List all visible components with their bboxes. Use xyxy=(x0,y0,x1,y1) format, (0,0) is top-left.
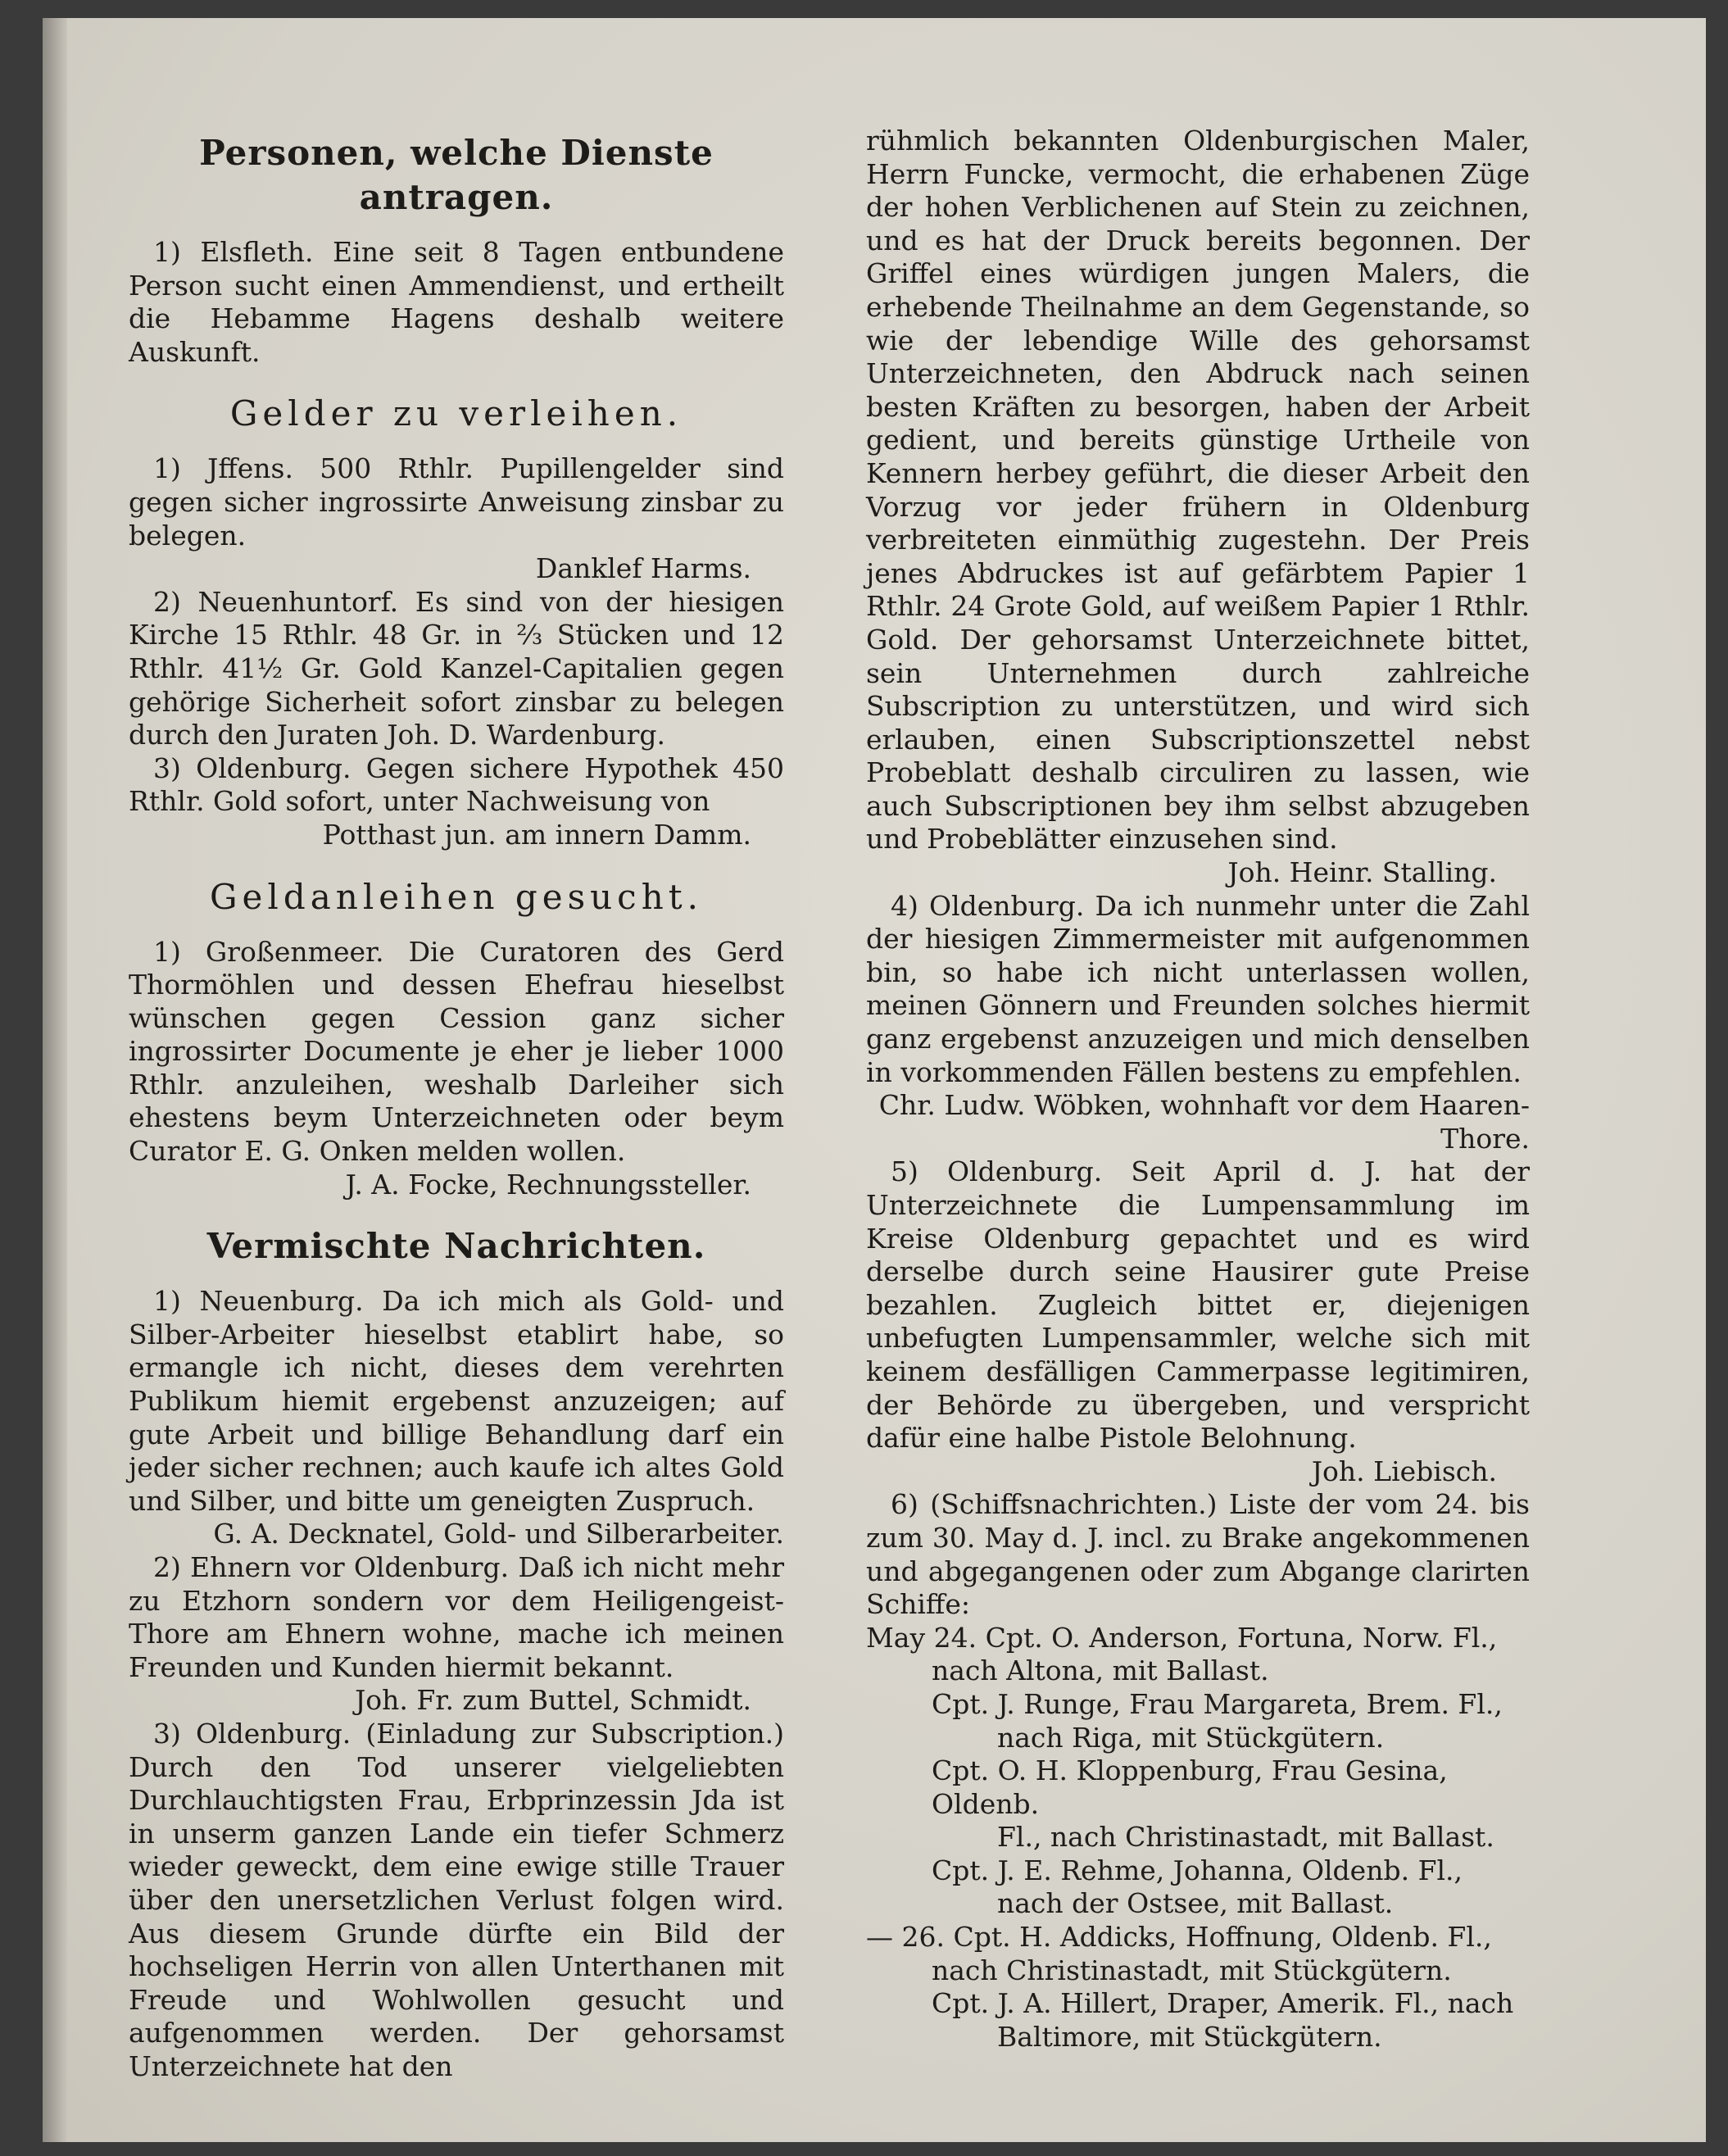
notice-grossenmeer: 1) Großenmeer. Die Curatoren des Gerd Thormöhlen und dessen Ehefrau hieselbst wünschen gegen Cession ganz sicher ingrossirter Documente je eher je lieber 1000 Rthlr. anzuleihen, weshalb Darleiher sich ehestens beym Unterzeichneten oder beym Curator E. G. Onken melden wollen. xyxy=(129,935,784,1168)
ship-entry-destination: Fl., nach Christinastadt, mit Ballast. xyxy=(997,1821,1494,1854)
ship-entry-destination: nach Riga, mit Stückgütern. xyxy=(997,1721,1385,1754)
ship-entry-line: Cpt. J. E. Rehme, Johanna, Oldenb. Fl., xyxy=(932,1854,1463,1886)
ship-entry xyxy=(866,1854,1530,1921)
notice-neuenburg: 1) Neuenburg. Da ich mich als Gold- und Silber-Arbeiter hieselbst etablirt habe, so ermangle ich nicht, dieses dem verehrten Publikum hiemit ergebenst anzuzeigen; auf gute Arbeit und billige Behandlung darf ein jeder sicher rechnen; auch kaufe ich altes Gold und Silber, und bitte um geneigten Zuspruch. xyxy=(129,1285,784,1517)
right-column xyxy=(866,125,1530,2054)
ship-entry xyxy=(866,1987,1530,2054)
signature-focke: J. A. Focke, Rechnungssteller. xyxy=(345,1168,751,1201)
notice-oldenburg-hypothek: 3) Oldenburg. Gegen sichere Hypothek 450 Rthlr. Gold sofort, unter Nachweisung von xyxy=(129,751,784,818)
ship-entry xyxy=(866,1688,1530,1754)
signature-potthast: Potthast jun. am innern Damm. xyxy=(322,818,751,851)
signature-harms: Danklef Harms. xyxy=(535,552,751,585)
notice-oldenburg-zimmermeister: 4) Oldenburg. Da ich nunmehr unter die Zahl der hiesigen Zimmermeister mit aufgenommen bin, so habe ich nicht unterlassen wollen, meinen Gönnern und Freunden solches hiermit ganz ergebenst anzuzeigen und mich denselben in vorkommenden Fällen bestens zu empfehlen. xyxy=(866,889,1530,1088)
notice-schiffsnachrichten: 6) (Schiffsnachrichten.) Liste der vom 24. bis zum 30. May d. J. incl. zu Brake angekommenen und abgegangenen oder zum Abgange clarirten Schiffe: xyxy=(866,1488,1530,1621)
ship-entry-destination: nach Altona, mit Ballast. xyxy=(932,1654,1269,1687)
notice-neuenhuntorf: 2) Neuenhuntorf. Es sind von der hiesigen Kirche 15 Rthlr. 48 Gr. in ⅔ Stücken und 12 Rthlr. 41½ Gr. Gold Kanzel-Capitalien gegen gehörige Sicherheit sofort zinsbar zu belegen durch den Juraten Joh. D. Wardenburg. xyxy=(129,585,784,751)
section-heading-loans-sought: Geldanleihen gesucht. xyxy=(210,876,703,917)
section-heading-misc: Vermischte Nachrichten. xyxy=(206,1226,706,1267)
notice-oldenburg-lumpen: 5) Oldenburg. Seit April d. J. hat der Unterzeichnete die Lumpensammlung im Kreise Oldenburg gepachtet und es wird derselbe durch seine Hausirer gute Preise bezahlen. Zugleich bittet er, diejenigen unbefugten Lumpensammler, welche sich mit keinem desfälligen Cammerpasse legitimiren, der Behörde zu übergeben, und verspricht dafür eine halbe Pistole Belohnung. xyxy=(866,1155,1530,1455)
notice-jffens: 1) Jffens. 500 Rthlr. Pupillengelder sind gegen sicher ingrossirte Anweisung zinsbar zu belegen. xyxy=(129,452,784,551)
left-column xyxy=(129,125,784,2084)
notice-oldenburg-subscription: 3) Oldenburg. (Einladung zur Subscription.) Durch den Tod unserer vielgeliebten Durchlauchtigsten Frau, Erbprinzessin Jda ist in unserm ganzen Lande ein tiefer Schmerz wieder geweckt, dem eine ewige stille Trauer über den unersetzlichen Verlust folgen wird. Aus diesem Grunde dürfte ein Bild der hochseligen Herrin von allen Unterthanen mit Freude und Wohlwollen gesucht und aufgenommen werden. Der gehorsamst Unterzeichnete hat den xyxy=(129,1717,784,2082)
section-heading-services: Personen, welche Dienste antragen. xyxy=(199,133,714,217)
signature-decknatel: G. A. Decknatel, Gold- und Silberarbeiter. xyxy=(213,1518,784,1550)
ship-entry-line: May 24. Cpt. O. Anderson, Fortuna, Norw. Fl., xyxy=(866,1621,1498,1654)
ship-entry xyxy=(866,1622,1530,1688)
ship-entry xyxy=(866,1754,1530,1854)
ship-list xyxy=(866,1622,1530,2054)
notice-ehnern: 2) Ehnern vor Oldenburg. Daß ich nicht mehr zu Etzhorn sondern vor dem Heiligengeist-Thore am Ehnern wohne, mache ich meinen Freunden und Kunden hiermit bekannt. xyxy=(129,1551,784,1683)
newspaper-page xyxy=(43,18,1706,2142)
ship-entry-line: — 26. Cpt. H. Addicks, Hoffnung, Oldenb. Fl., xyxy=(866,1921,1492,1954)
ship-entry-line: Cpt. J. A. Hillert, Draper, Amerik. Fl., nach xyxy=(932,1987,1514,2020)
ship-entry-destination: Baltimore, mit Stückgütern. xyxy=(997,2020,1382,2053)
ship-entry-line: Cpt. O. H. Kloppenburg, Frau Gesina, Oldenb. xyxy=(932,1754,1448,1820)
ship-entry-line: Cpt. J. Runge, Frau Margareta, Brem. Fl., xyxy=(932,1687,1503,1720)
section-heading-lending: Gelder zu verleihen. xyxy=(229,393,683,434)
notice-elsfleth: 1) Elsfleth. Eine seit 8 Tagen entbundene Person sucht einen Ammendienst, und ertheilt die Hebamme Hagens deshalb weitere Auskunft. xyxy=(129,236,784,368)
signature-liebisch: Joh. Liebisch. xyxy=(1311,1455,1497,1487)
ship-entry-destination: nach der Ostsee, mit Ballast. xyxy=(997,1887,1394,1920)
notice-subscription-continued: rühmlich bekannten Oldenburgischen Maler, Herrn Funcke, vermocht, die erhabenen Züge der hohen Verblichenen auf Stein zu zeichnen, und es hat der Druck bereits begonnen. Der Griffel eines würdigen jungen Malers, die erhebende Theilnahme an dem Gegenstande, so wie der lebendige Wille des gehorsamst Unterzeichneten, den Abdruck nach seinen besten Kräften zu besorgen, haben der Arbeit gedient, und bereits günstige Urtheile von Kennern herbey geführt, die dieser Arbeit den Vorzug vor jeder frühern in Oldenburg verbreiteten einmüthig zugestehn. Der Preis jenes Abdruckes ist auf gefärbtem Papier 1 Rthlr. 24 Grote Gold, auf weißem Papier 1 Rthlr. Gold. Der gehorsamst Unterzeichnete bittet, sein Unternehmen durch zahlreiche Subscription zu unterstützen, und wird sich erlauben, einen Subscriptionszettel nebst Probeblatt deshalb circuliren zu lassen, wie auch Subscriptionen bey ihm selbst abzugeben und Probeblätter einzusehen sind. xyxy=(866,125,1530,856)
signature-woebken: Chr. Ludw. Wöbken, wohnhaft vor dem Haaren-Thore. xyxy=(878,1089,1530,1155)
signature-stalling: Joh. Heinr. Stalling. xyxy=(1227,856,1497,889)
binding-gutter xyxy=(43,18,67,2142)
ship-entry-destination: nach Christinastadt, mit Stückgütern. xyxy=(932,1954,1452,1986)
ship-entry xyxy=(866,1921,1530,1987)
signature-zum-buttel: Joh. Fr. zum Buttel, Schmidt. xyxy=(355,1684,751,1717)
